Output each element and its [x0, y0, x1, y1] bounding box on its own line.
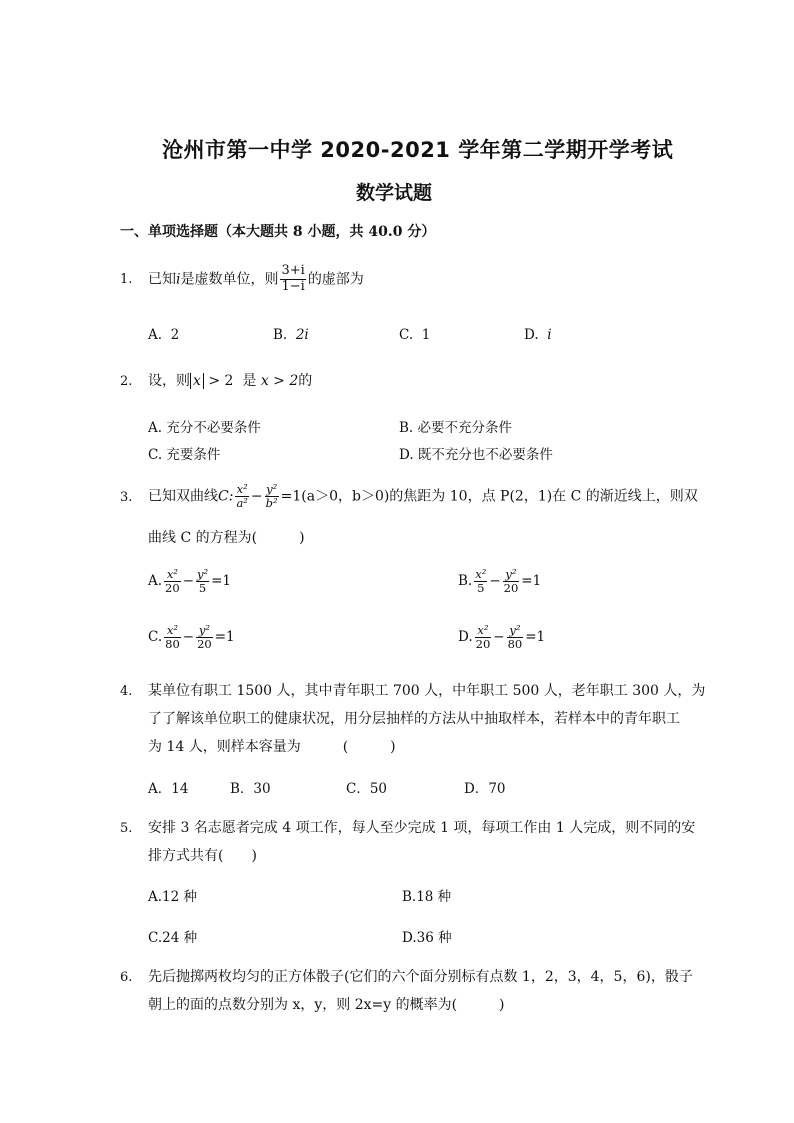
q1-text-post: 的虚部为 [307, 271, 364, 288]
q3-line-2: 曲线 C 的方程为( ) [148, 530, 305, 546]
question-number: 1. [120, 272, 133, 288]
q2-option-d: D. 既不充分也不必要条件 [399, 447, 553, 463]
question-number: 5. [120, 821, 133, 836]
q2-text-pre: 设，则 [148, 373, 190, 389]
q6-line-1: 先后抛掷两枚均匀的正方体骰子(它们的六个面分别标有点数 1，2，3，4，5，6)，骰子 [148, 969, 693, 985]
q4-line-2: 了了解该单位职工的健康状况，用分层抽样的方法从中抽取样本，若样本中的青年职工 [148, 711, 680, 727]
q1-text-mid: 是虚数单位，则 [180, 271, 279, 288]
q4-option-a: A．14 [148, 781, 189, 797]
q5-option-b: B.18 种 [402, 889, 452, 905]
q3-curve: C: [218, 488, 234, 505]
q1-fraction-numerator: 3+i [281, 263, 305, 278]
page-title: 沧州市第一中学 2020-2021 学年第二学期开学考试 [162, 138, 674, 162]
q2-option-a: A. 充分不必要条件 [148, 420, 261, 436]
q2-option-c: C. 充要条件 [148, 447, 221, 463]
q6-line-2: 朝上的面的点数分别为 x，y，则 2x=y 的概率为( ) [148, 997, 505, 1013]
q3-option-a: A. $\frac{\text{x²}}{20}$ − $\frac{\text{y²}}{5}$ =1 [148, 567, 232, 596]
question-4 [120, 680, 705, 700]
q4-line-1: 某单位有职工 1500 人，其中青年职工 700 人，中年职工 500 人，老年职工 300 人，为 [148, 683, 706, 699]
q3-minus: − [250, 488, 263, 505]
q1-option-d: D. i [524, 327, 552, 343]
q1-text-pre: 已知 [148, 271, 176, 288]
q5-option-c: C.24 种 [148, 930, 198, 946]
question-number: 6. [120, 970, 133, 985]
q4-line-3: 为 14 人，则样本容量为 ( ) [148, 739, 396, 755]
question-5 [120, 817, 695, 837]
question-number: 3. [120, 489, 133, 505]
q3-fraction-1: $\frac{\text{x²}}{\text{a²}}$ [236, 482, 248, 511]
q5-option-d: D.36 种 [402, 930, 452, 946]
question-1 [120, 264, 364, 295]
q4-option-c: C．50 [346, 781, 388, 797]
q3-text-pre: 已知双曲线 [148, 488, 218, 505]
q3-option-b: B. $\frac{\text{x²}}{5}$ − $\frac{\text{y²}}{20}$ =1 [458, 567, 542, 596]
q1-var: i [176, 271, 181, 288]
q1-fraction-denominator: 1−i [281, 278, 305, 294]
q2-text-mid: 是 [242, 373, 257, 389]
q4-option-d: D．70 [464, 781, 506, 797]
question-2 [120, 370, 312, 390]
q5-line-1: 安排 3 名志愿者完成 4 项工作，每人至少完成 1 项，每项工作由 1 人完成，则不同的安 [148, 820, 696, 836]
section-heading: 一、单项选择题（本大题共 8 小题，共 40.0 分） [120, 224, 436, 240]
question-6 [120, 966, 693, 986]
q3-option-d: D. $\frac{\text{x²}}{20}$ − $\frac{\text{y²}}{80}$ =1 [458, 623, 546, 652]
question-number: 2. [120, 374, 133, 389]
q2-option-b: B. 必要不充分条件 [399, 420, 513, 436]
q5-line-2: 排方式共有( ) [148, 848, 257, 864]
q4-option-b: B．30 [230, 781, 271, 797]
q1-option-a: A. 2 [148, 327, 180, 343]
page-subtitle: 数学试题 [356, 182, 433, 204]
q3-option-c: C. $\frac{\text{x²}}{80}$ − $\frac{\text{y²}}{20}$ =1 [148, 623, 235, 652]
q1-fraction [280, 264, 305, 295]
q1-option-b: B. 2i [273, 327, 309, 343]
q5-option-a: A.12 种 [148, 889, 198, 905]
q1-option-c: C. 1 [399, 327, 431, 343]
q3-text-eq: =1(a＞0，b＞0)的焦距为 10，点 P(2，1)在 C 的渐近线上，则双 [280, 488, 698, 505]
q2-text-post: 的 [298, 373, 313, 389]
q2-cond2: x > 2 [260, 373, 299, 389]
question-number: 4. [120, 684, 133, 699]
q3-fraction-2: $\frac{\text{y²}}{\text{b²}}$ [265, 482, 278, 511]
q2-cond1: > 2 [208, 373, 234, 389]
question-3 [120, 483, 698, 510]
q2-abs-value: x [190, 373, 204, 389]
